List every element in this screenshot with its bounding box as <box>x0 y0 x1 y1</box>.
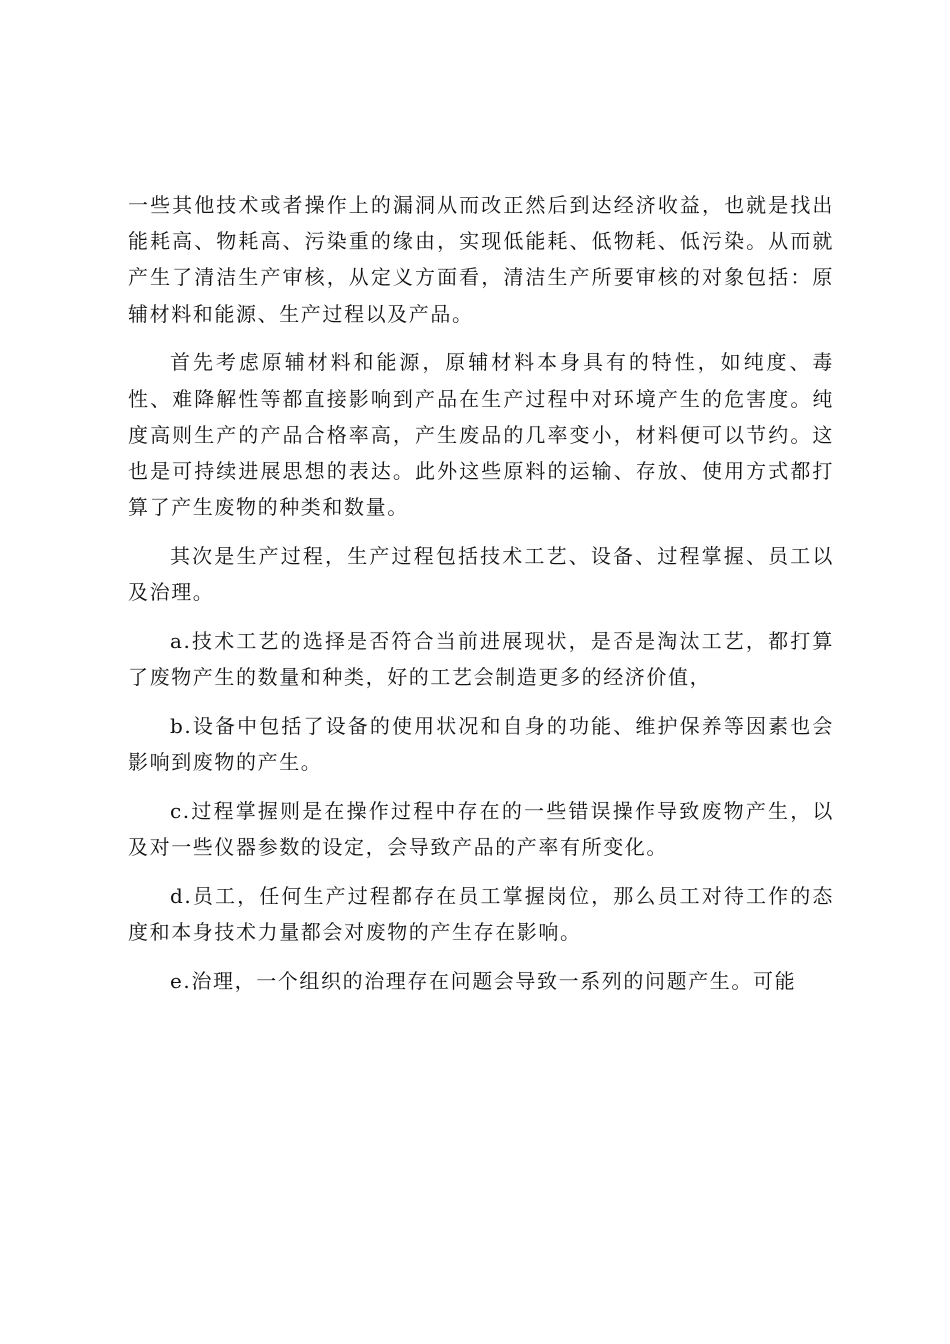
paragraph-item-a: a.技术工艺的选择是否符合当前进展现状，是否是淘汰工艺，都打算了废物产生的数量和种类，好的工艺会制造更多的经济价值， <box>128 629 834 690</box>
paragraph-item-e: e.治理，一个组织的治理存在问题会导致一系列的问题产生。可能 <box>170 969 797 994</box>
paragraph-item-c: c.过程掌握则是在操作过程中存在的一些错误操作导致废物产生，以及对一些仪器参数的设定，会导致产品的产率有所变化。 <box>128 799 834 860</box>
paragraph-raw-materials: 首先考虑原辅材料和能源，原辅材料本身具有的特性，如纯度、毒性、难降解性等都直接影响到产品在生产过程中对环境产生的危害度。纯度高则生产的产品合格率高，产生废品的几率变小，材料便可以节约。这也是可持续进展思想的表达。此外这些原料的运输、存放、使用方式都打算了产生废物的种类和数量。 <box>128 350 834 520</box>
paragraph-production-process: 其次是生产过程，生产过程包括技术工艺、设备、过程掌握、员工以及治理。 <box>128 544 834 605</box>
paragraph-item-d: d.员工，任何生产过程都存在员工掌握岗位，那么员工对待工作的态度和本身技术力量都会对废物的产生存在影响。 <box>128 884 834 945</box>
document-page <box>128 187 834 999</box>
paragraph-continuation: 一些其他技术或者操作上的漏洞从而改正然后到达经济收益，也就是找出能耗高、物耗高、污染重的缘由，实现低能耗、低物耗、低污染。从而就产生了清洁生产审核，从定义方面看，清洁生产所要审核的对象包括：原辅材料和能源、生产过程以及产品。 <box>128 193 834 326</box>
paragraph-item-b: b.设备中包括了设备的使用状况和自身的功能、维护保养等因素也会影响到废物的产生。 <box>128 714 834 775</box>
